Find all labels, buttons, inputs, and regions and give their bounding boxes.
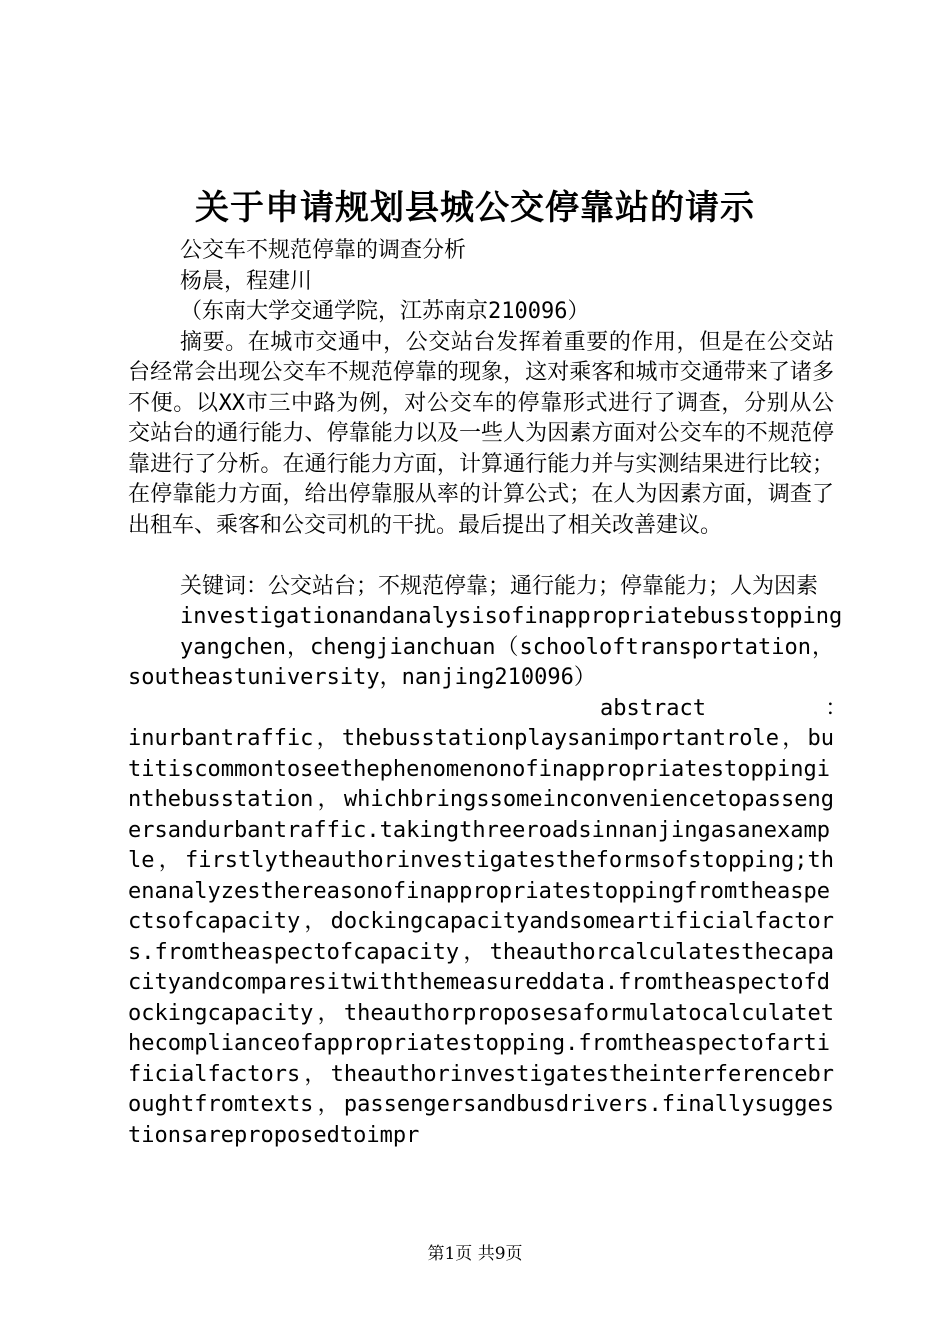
affiliation: （东南大学交通学院，江苏南京210096） <box>180 299 590 324</box>
authors-en: yangchen，chengjianchuan（schooloftransportation，southeastuniversity，nanjing210096） <box>128 634 834 690</box>
title-en: investigationandanalysisofinappropriatebusstopping <box>180 604 843 629</box>
authors: 杨晨，程建川 <box>180 268 313 294</box>
document-body <box>128 236 848 1151</box>
keywords-cn: 关键词：公交站台；不规范停靠；通行能力；停靠能力；人为因素 <box>180 573 819 599</box>
abstract-en-heading <box>128 694 848 725</box>
abstract-cn: 摘要。在城市交通中，公交站台发挥着重要的作用，但是在公交站台经常会出现公交车不规范停靠的现象，这对乘客和城市交通带来了诸多不便。以XX市三中路为例，对公交车的停靠形式进行了调查，分别从公交站台的通行能力、停靠能力以及一些人为因素方面对公交车的不规范停靠进行了分析。在通行能力方面，计算通行能力并与实测结果进行比较；在停靠能力方面，给出停靠服从率的计算公式；在人为因素方面，调查了出租车、乘客和公交司机的干扰。最后提出了相关改善建议。 <box>128 329 834 538</box>
subtitle: 公交车不规范停靠的调查分析 <box>180 238 467 263</box>
page-footer: 第1页 共9页 <box>427 1244 523 1264</box>
abstract-en-label: abstract <box>600 695 706 721</box>
abstract-en: inurbantraffic，thebusstationplaysanimportantrole，butitiscommontoseethephenomenonofinappropriatestoppinginthebusstation，whichbringssomeinconveniencetopassengersandurbantraffic.takingthreeroadsinnanjingasanexample，firstlytheauthorinvestigatestheformsofstopping;thenanalyzesthereasonofinappropriatestoppingfromtheaspectsofcapacity，dockingcapacityandsomeartificialfactors.fromtheaspectofcapacity，theauthorcalculatesthecapacityandcomparesitwiththemeasureddata.fromtheaspectofdockingcapacity，theauthorproposesaformulatocalculatethecomplianceofappropriatestopping.fromtheaspectofartificialfactors，theauthorinvestigatestheinterferencebroughtfromtexts，passengersandbusdrivers.finallysuggestionsareproposedtoimpr <box>128 726 834 1148</box>
document-title: 关于申请规划县城公交停靠站的请示 <box>195 188 755 228</box>
blank-line <box>128 541 834 572</box>
abstract-en-colon: ： <box>825 695 848 721</box>
